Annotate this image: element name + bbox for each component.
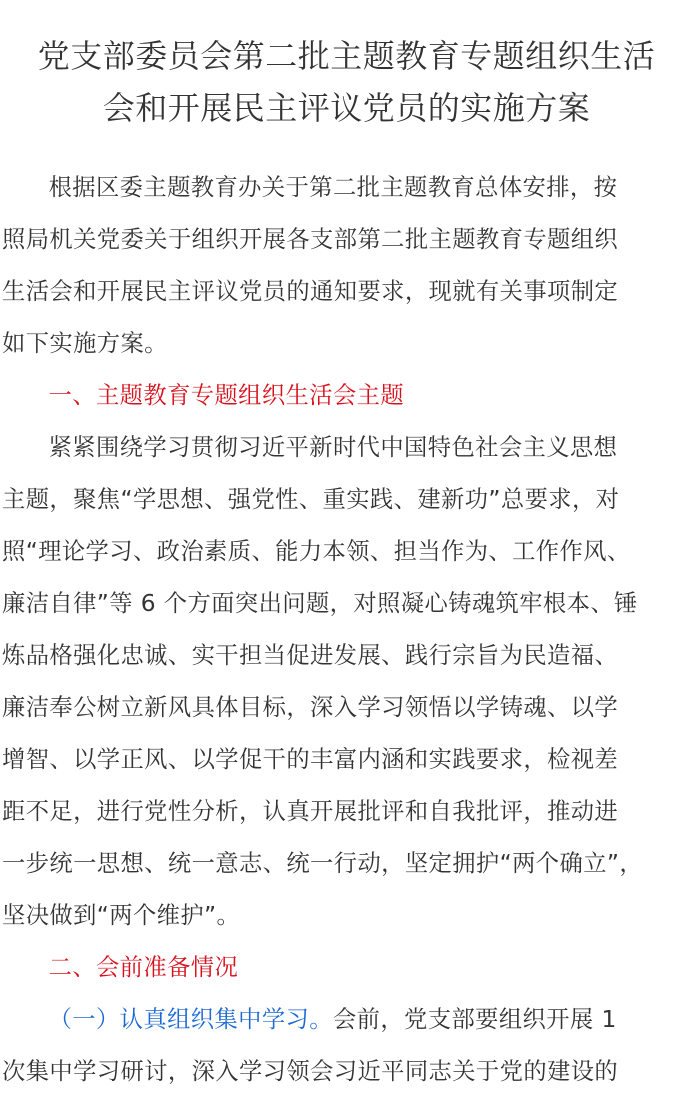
text-line: 紧紧围绕学习贯彻习近平新时代中国特色社会主义思想 [48, 434, 618, 461]
text-line: 生活会和开展民主评议党员的通知要求，现就有关事项制定 [2, 278, 619, 305]
text-line: 廉洁奉公树立新风具体目标，深入学习领悟以学铸魂、以学 [2, 694, 619, 721]
section2-paragraph [2, 994, 693, 1098]
text-line: 照局机关党委关于组织开展各支部第二批主题教育专题组织 [2, 226, 619, 253]
text-line: 照“理论学习、政治素质、能力本领、担当作为、工作作风、 [2, 538, 631, 565]
section-heading-1: 一、主题教育专题组织生活会主题 [48, 382, 405, 409]
document-title [0, 0, 693, 134]
text-line [2, 994, 693, 1046]
title-line-2: 会和开展民主评议党员的实施方案 [102, 89, 591, 127]
text-line: 一步统一思想、统一意志、统一行动，坚定拥护“两个确立”， [2, 850, 644, 877]
text-line: 如下实施方案。 [2, 330, 168, 357]
text-line: 距不足，进行党性分析，认真开展批评和自我批评，推动进 [2, 798, 619, 825]
intro-paragraph [2, 162, 693, 370]
subheading-text: 会前，党支部要组织开展 1 [332, 1006, 617, 1033]
text-line: 根据区委主题教育办关于第二批主题教育总体安排，按 [48, 174, 618, 201]
text-line: 坚决做到“两个维护”。 [2, 902, 241, 929]
text-line: 主题，聚焦“学思想、强党性、重实践、建新功”总要求，对 [2, 486, 620, 513]
text-line: 增智、以学正风、以学促干的丰富内涵和实践要求，检视差 [2, 746, 619, 773]
text-line: 次集中学习研讨，深入学习领会习近平同志关于党的建设的 [2, 1058, 619, 1085]
subheading-label: （一）认真组织集中学习。 [48, 1006, 333, 1033]
section1-paragraph [2, 422, 693, 942]
section-heading-2: 二、会前准备情况 [48, 954, 239, 981]
text-line: 炼品格强化忠诚、实干担当促进发展、践行宗旨为民造福、 [2, 642, 619, 669]
title-line-1: 党支部委员会第二批主题教育专题组织生活 [37, 37, 656, 75]
text-line: 廉洁自律”等 6 个方面突出问题，对照凝心铸魂筑牢根本、锤 [2, 590, 638, 617]
document-body [0, 162, 693, 1098]
